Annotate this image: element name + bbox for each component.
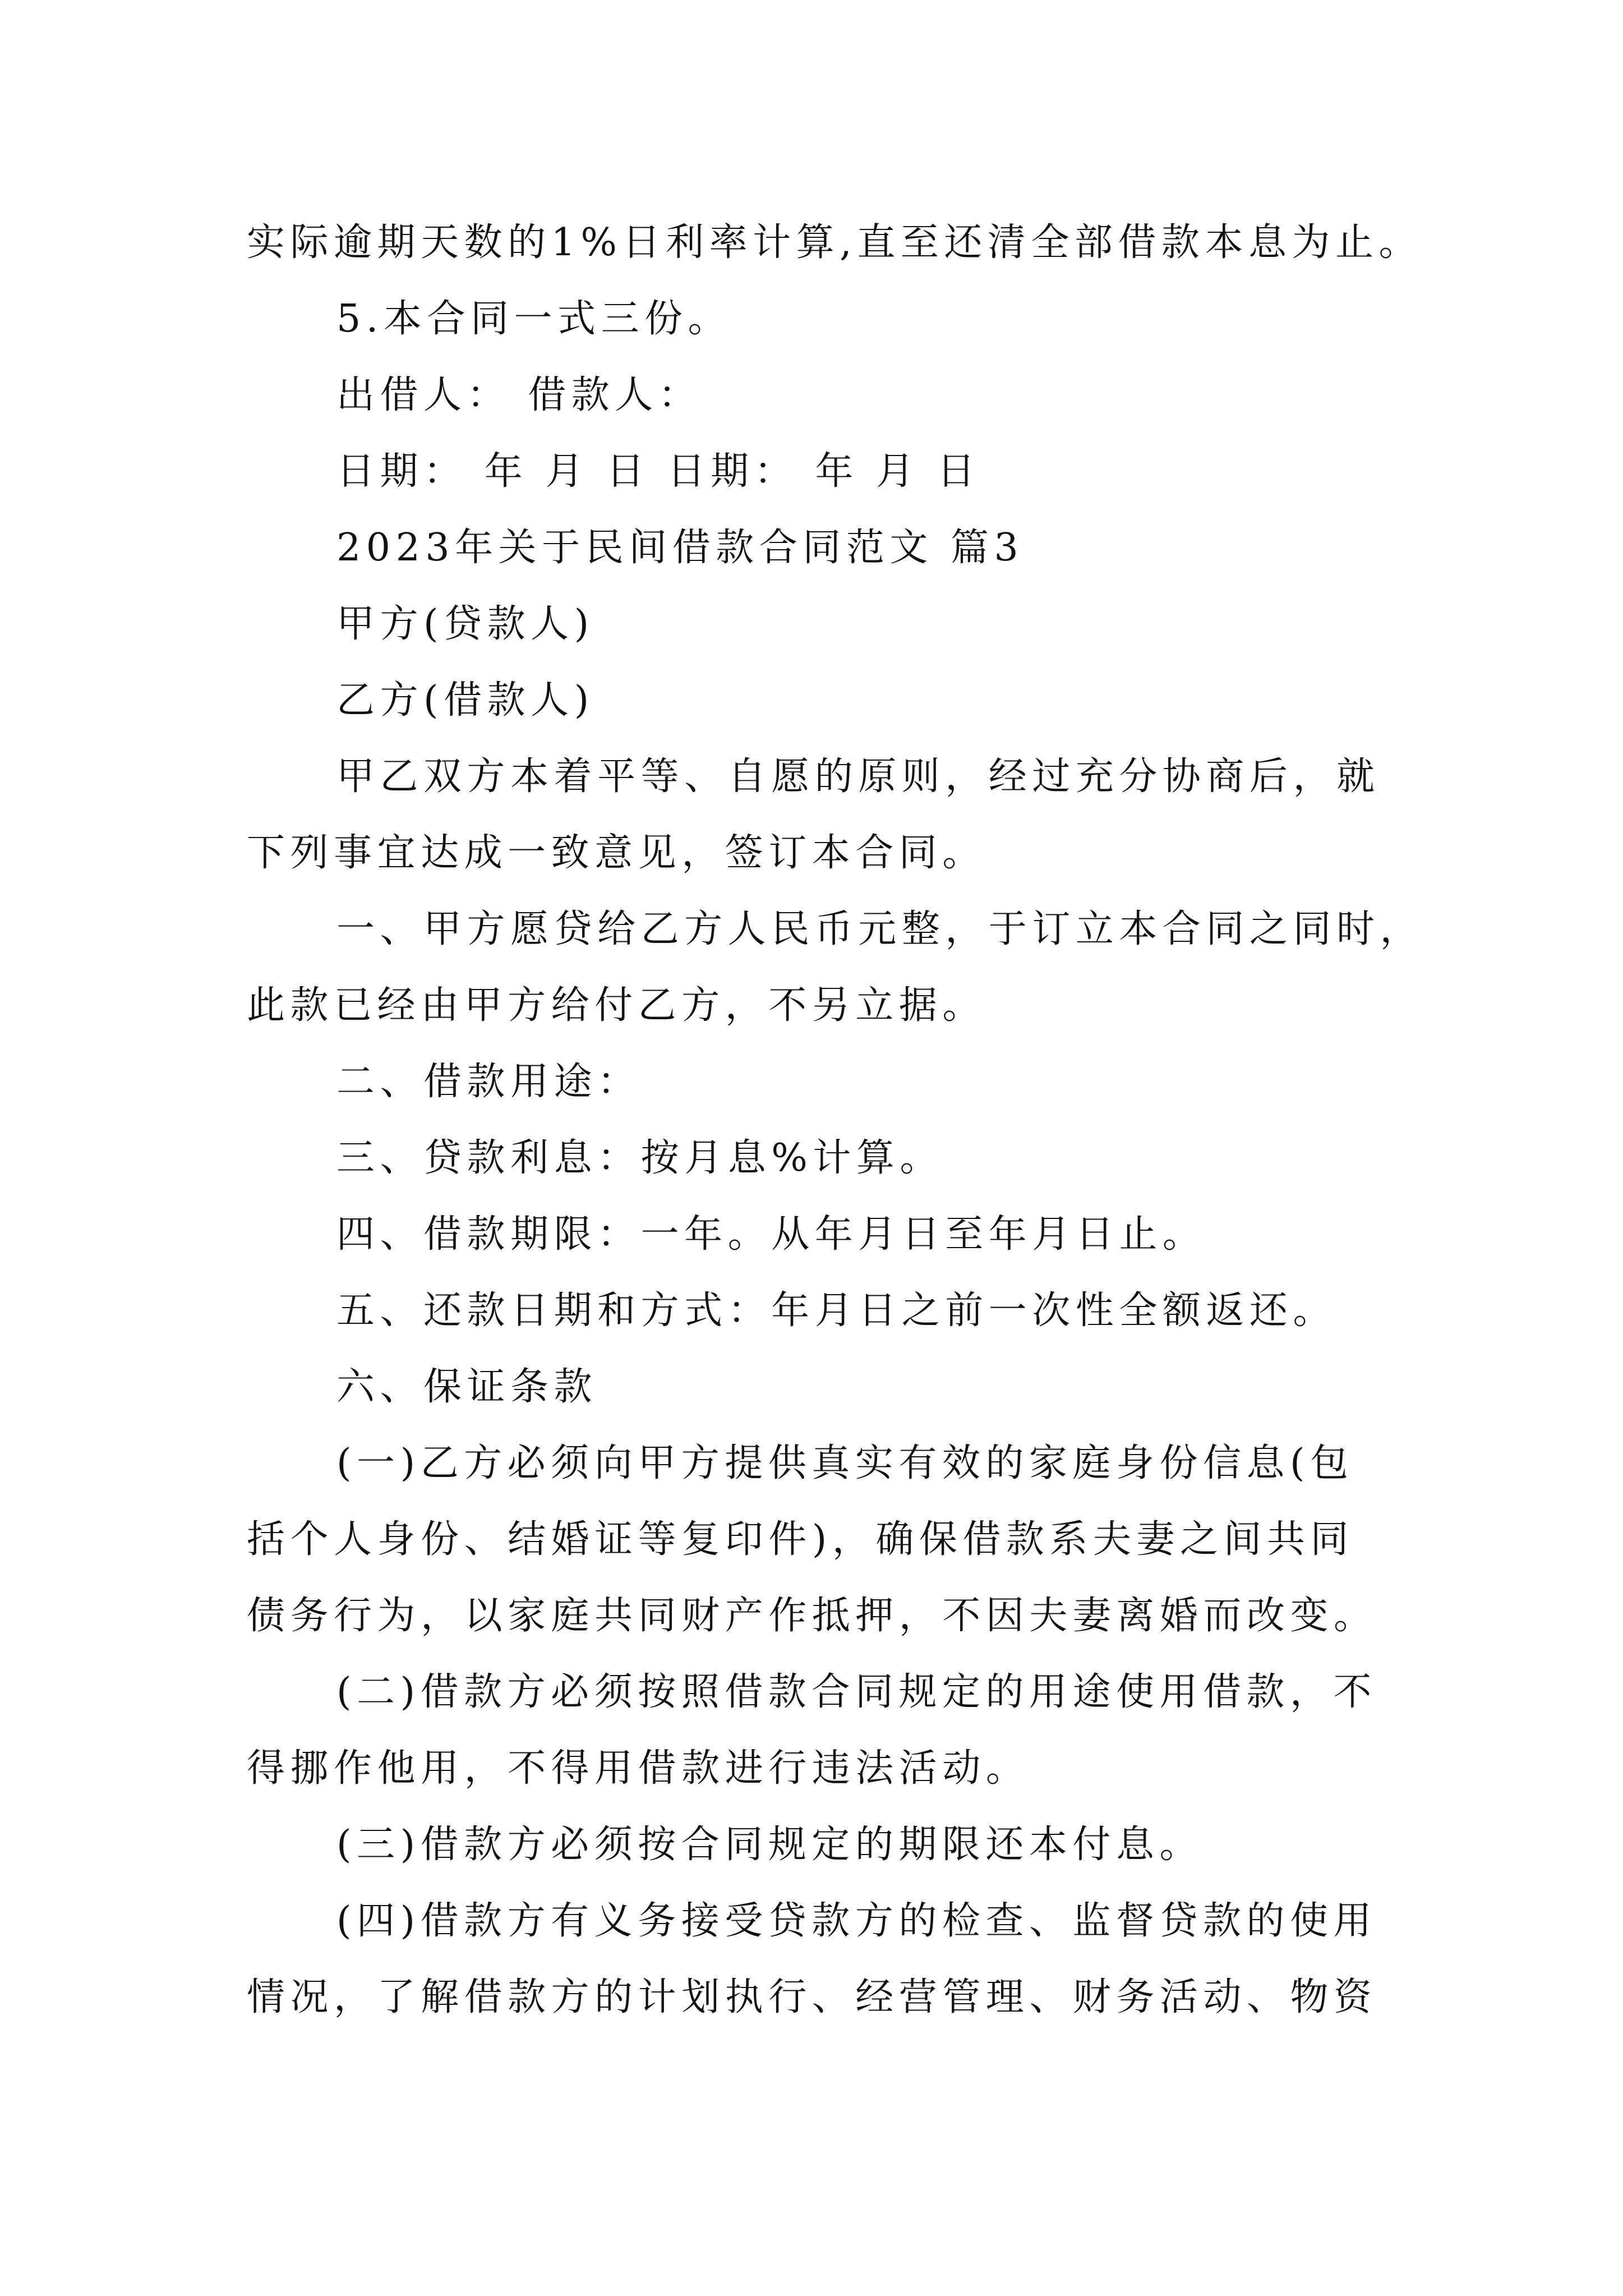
clause-1-line-1: 一、甲方愿贷给乙方人民币元整，于订立本合同之同时， — [336, 907, 1424, 951]
clause-5-repayment: 五、还款日期和方式：年月日之前一次性全额返还。 — [336, 1289, 1336, 1333]
clause-3-loan-interest: 三、贷款利息：按月息%计算。 — [336, 1136, 943, 1180]
clause-1-line-2: 此款已经由甲方给付乙方，不另立据。 — [247, 983, 986, 1028]
text-line-continuation-overdue-interest: 实际逾期天数的1%日利率计算,直至还清全部借款本息为止。 — [247, 220, 1423, 265]
clause-2-loan-purpose: 二、借款用途： — [336, 1060, 641, 1104]
guarantee-item-2-line-2: 得挪作他用，不得用借款进行违法活动。 — [247, 1746, 1030, 1791]
guarantee-item-2-line-1: (二)借款方必须按照借款合同规定的用途使用借款，不 — [336, 1670, 1377, 1714]
text-line-clause-5-copies: 5.本合同一式三份。 — [336, 297, 732, 341]
guarantee-item-4-line-2: 情况，了解借款方的计划执行、经营管理、财务活动、物资 — [247, 1975, 1377, 2019]
clause-4-loan-term: 四、借款期限：一年。从年月日至年月日止。 — [336, 1212, 1206, 1257]
paragraph-preamble-line-1: 甲乙双方本着平等、自愿的原则，经过充分协商后，就 — [336, 754, 1380, 799]
guarantee-item-1-line-3: 债务行为，以家庭共同财产作抵押，不因夫妻离婚而改变。 — [247, 1594, 1377, 1638]
text-line-lender-borrower-signature: 出借人： 借款人： — [336, 373, 702, 417]
guarantee-item-4-line-1: (四)借款方有义务接受贷款方的检查、监督贷款的使用 — [336, 1899, 1377, 1943]
text-line-party-a: 甲方(贷款人) — [336, 602, 594, 646]
clause-6-guarantee-heading: 六、保证条款 — [336, 1365, 598, 1409]
section-heading-part-3: 2023年关于民间借款合同范文 篇3 — [336, 526, 1024, 570]
guarantee-item-3: (三)借款方必须按合同规定的期限还本付息。 — [336, 1823, 1203, 1867]
text-line-signature-dates: 日期： 年 月 日 日期： 年 月 日 — [336, 449, 981, 494]
guarantee-item-1-line-2: 括个人身份、结婚证等复印件)，确保借款系夫妻之间共同 — [247, 1517, 1354, 1562]
text-line-party-b: 乙方(借款人) — [336, 678, 594, 723]
paragraph-preamble-line-2: 下列事宜达成一致意见，签订本合同。 — [247, 831, 986, 875]
guarantee-item-1-line-1: (一)乙方必须向甲方提供真实有效的家庭身份信息(包 — [336, 1441, 1354, 1485]
